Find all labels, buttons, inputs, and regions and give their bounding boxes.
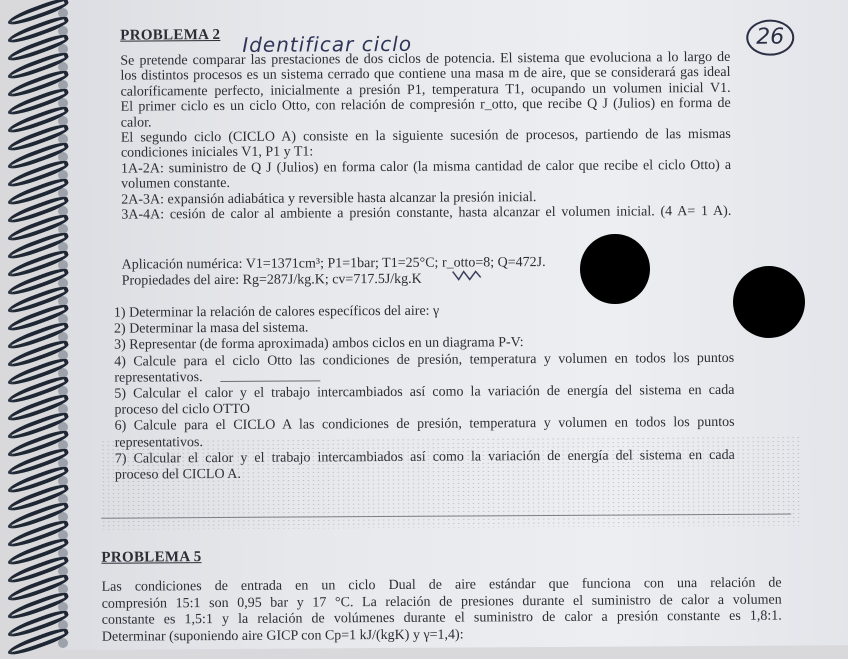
text-line: Propiedades del aire: Rg=287J/kg.K; cv=717.5J/kg.K <box>121 271 422 289</box>
text-line: 1) Determinar la relación de calores específicos del aire: γ <box>113 303 440 321</box>
text-line: proceso del CICLO A. <box>114 466 241 483</box>
text-line: El primer ciclo es un ciclo Otto, con relación de compresión r_otto, que recibe Q J (Julios) en forma de <box>120 96 731 115</box>
text-line: volumen constante. <box>121 176 231 192</box>
redaction-dot-2 <box>733 266 805 338</box>
text-line: 6) Calcule para el CICLO A las condiciones de presión, temperatura y volumen en todos los puntos <box>114 415 735 435</box>
text-line: proceso del ciclo OTTO <box>114 402 250 418</box>
text-line: calor. <box>120 115 152 131</box>
text-line: 3) Representar (de forma aproximada) ambos ciclos en un diagrama P-V: <box>114 335 524 354</box>
handwritten-note: Identificar ciclo <box>242 31 413 57</box>
text-line: 2) Determinar la masa del sistema. <box>113 320 309 337</box>
text-line: 2A-3A: expansión adiabática y reversible hasta alcanzar la presión inicial. <box>121 189 537 208</box>
page-content <box>58 0 848 650</box>
text-line: Aplicación numérica: V1=1371cm³; P1=1bar; T1=25°C; r_otto=8; Q=472J. <box>121 255 546 273</box>
text-line: 5) Calcular el calor y el trabajo intercambiados así como la variación de energía del sistema en cada <box>114 382 735 402</box>
spiral-binding <box>0 0 70 650</box>
text-line: 1A-2A: suministro de Q J (Julios) en forma calor (la misma cantidad de calor que recibe el ciclo Otto) a <box>120 157 732 177</box>
text-line: Determinar (suponiendo aire GICP con Cp=1 kJ/(kgK) y γ=1,4): <box>101 627 464 645</box>
problem2-heading: PROBLEMA 2 <box>120 27 221 44</box>
text-line: caloríficamente perfecto, inicialmente a presión P1, temperatura T1, ocupando un volumen inicial V1. <box>120 80 731 100</box>
text-line: 3A-4A: cesión de calor al ambiente a presión constante, hasta alcanzar el volumen inicial. (4 A= 1 A). <box>121 203 732 223</box>
squiggle-mark <box>452 268 482 282</box>
redaction-dot-1 <box>580 234 650 304</box>
text-line: los distintos procesos es un sistema cerrado que contiene una masa m de aire, que se considerará gas ideal <box>120 65 731 85</box>
text-line: 4) Calcule para el ciclo Otto las condiciones de presión, temperatura y volumen en todos los puntos <box>114 350 735 370</box>
text-line: El segundo ciclo (CICLO A) consiste en la siguiente sucesión de procesos, partiendo de las mismas <box>120 126 731 146</box>
problem5-heading: PROBLEMA 5 <box>101 549 202 566</box>
underline-stroke <box>220 380 320 382</box>
text-line: representativos. <box>114 434 203 451</box>
text-line: Se pretende comparar las prestaciones de dos ciclos de potencia. El sistema que evoluciona a lo largo de <box>120 49 731 69</box>
text-line: compresión 15:1 son 0,95 bar y 17 °C. La relación de presiones durante el suministro de calor a volumen <box>101 592 782 612</box>
text-line: condiciones iniciales V1, P1 y T1: <box>120 144 314 162</box>
text-line: 7) Calcular el calor y el trabajo intercambiados así como la variación de energía del sistema en cada <box>114 447 735 467</box>
text-line: Las condiciones de entrada en un ciclo Dual de aire estándar que funciona con una relación de <box>101 575 782 595</box>
text-line: constante es 1,5:1 y la relación de volúmenes durante el suministro de calor a presión constante es 1,8:1. <box>101 608 782 628</box>
notebook-page <box>58 0 848 650</box>
text-line: representativos. <box>114 369 203 386</box>
page-number: 26 <box>746 20 794 56</box>
